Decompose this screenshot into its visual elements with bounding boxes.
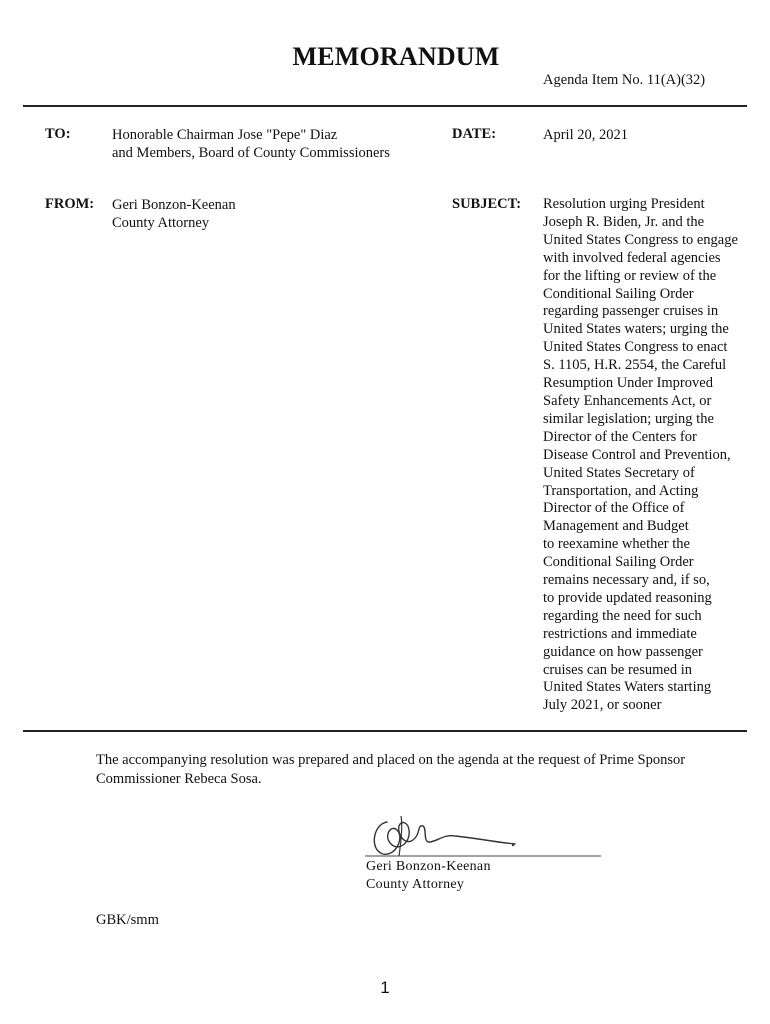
- subject-line: remains necessary and, if so,: [543, 572, 710, 589]
- body-paragraph: The accompanying resolution was prepared and placed on the agenda at the request of Prime Sponsor Commissioner Rebeca Sosa.: [96, 752, 686, 787]
- subject-line: Resolution urging President: [543, 196, 705, 212]
- subject-line: Management and Budget: [543, 518, 689, 535]
- subject-line: guidance on how passenger: [543, 643, 703, 660]
- to-label: TO:: [45, 126, 71, 142]
- subject-text: [543, 196, 753, 715]
- subject-line: for the lifting or review of the: [543, 267, 717, 284]
- subject-line: United States Waters starting: [543, 679, 712, 696]
- subject-line: cruises can be resumed in: [543, 661, 692, 678]
- to-recipient: [112, 126, 390, 162]
- subject-line: with involved federal agencies: [543, 249, 721, 266]
- signatory-title: County Attorney: [366, 877, 465, 892]
- subject-line: to provide updated reasoning: [543, 589, 712, 606]
- subject-line: restrictions and immediate: [543, 625, 697, 642]
- subject-line: regarding passenger cruises in: [543, 303, 719, 320]
- subject-line: United States waters; urging the: [543, 321, 729, 338]
- top-divider: [23, 105, 747, 107]
- to-line-2: and Members, Board of County Commissioners: [112, 145, 390, 161]
- subject-line: S. 1105, H.R. 2554, the Careful: [543, 357, 727, 374]
- from-line-1: Geri Bonzon-Keenan: [112, 197, 236, 213]
- typist-initials: GBK/smm: [96, 912, 159, 928]
- subject-line: Disease Control and Prevention,: [543, 446, 731, 463]
- subject-line: United States Secretary of: [543, 464, 695, 481]
- subject-line: to reexamine whether the: [543, 536, 690, 553]
- subject-line: Safety Enhancements Act, or: [543, 392, 712, 409]
- handwritten-signature: [365, 812, 605, 862]
- subject-line: Transportation, and Acting: [543, 482, 699, 499]
- subject-line: Director of the Centers for: [543, 428, 697, 445]
- to-line-1: Honorable Chairman Jose "Pepe" Diaz: [112, 127, 338, 143]
- memo-title: MEMORANDUM: [292, 42, 500, 71]
- subject-line: July 2021, or sooner: [543, 697, 662, 714]
- subject-line: Director of the Office of: [543, 500, 685, 517]
- signature-image: [365, 812, 605, 862]
- subject-line: United States Congress to enact: [543, 339, 728, 356]
- signature-block: [366, 858, 491, 894]
- date-label: DATE:: [452, 126, 497, 142]
- subject-line: Resumption Under Improved: [543, 375, 713, 392]
- subject-line: similar legislation; urging the: [543, 410, 714, 427]
- subject-line: United States Congress to engage: [543, 231, 738, 248]
- subject-label: SUBJECT:: [452, 196, 522, 212]
- from-label: FROM:: [45, 196, 95, 212]
- subject-line: Conditional Sailing Order: [543, 285, 694, 302]
- date-value: April 20, 2021: [543, 127, 628, 143]
- agenda-item-number: Agenda Item No. 11(A)(32): [543, 72, 706, 88]
- subject-line: Joseph R. Biden, Jr. and the: [543, 213, 705, 230]
- from-line-2: County Attorney: [112, 215, 210, 231]
- subject-line: regarding the need for such: [543, 607, 702, 624]
- signatory-name: Geri Bonzon-Keenan: [366, 859, 491, 874]
- page-number: 1: [380, 978, 390, 997]
- bottom-divider: [23, 730, 747, 732]
- from-sender: [112, 196, 236, 232]
- subject-line: Conditional Sailing Order: [543, 554, 694, 571]
